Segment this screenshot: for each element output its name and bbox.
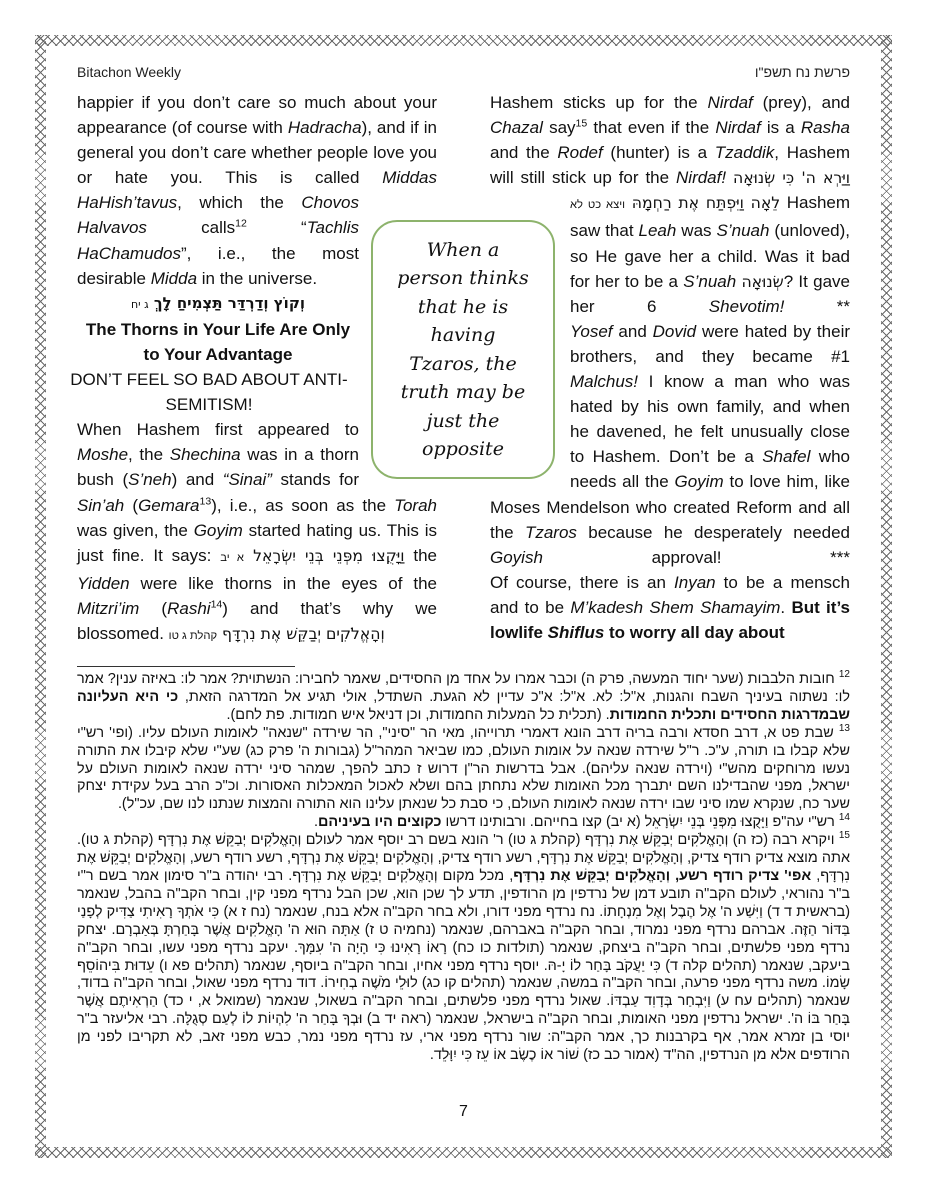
text-run: Shechina [169,445,241,465]
footnote-ref: 12 [838,669,850,681]
text-run: Goyish [490,547,543,567]
text-run: Nirdaf! [676,168,727,188]
pull-quote-line: person thinks [397,267,529,289]
footnote-ref: 12 [235,217,247,230]
text-run: , Hashem will still stick up for the [490,143,850,188]
text-run: approval! *** [542,547,850,567]
text-run: . (תכלית כל המעלות החמודות, וכן דניאל איש חמודות. פת לחם). [226,706,610,723]
decorative-border-right [881,35,892,1158]
footnote-ref: 13 [838,722,850,734]
text-run: Hadracha [287,118,362,138]
text-run: Hashem sticks up for the [490,93,708,112]
text-run: M’kadesh Shem Shamayim [570,597,781,617]
verse-source: קהלת ג טו [168,629,218,642]
text-run: ), and if in general you don’t care whether people love you or hate you. This is called [77,118,437,188]
text-run: (hunter) is a [602,143,715,163]
text-run: חובות הלבבות (שער יחוד המעשה, פרק ה) וכבר אמרו על אחד מן החסידים, שאמר לחבירו: הנשתוית? אמר לו: באיזה ענין? אמר לו: [77,671,850,705]
pull-quote-line: having [430,324,496,346]
text-run: S’neh [128,470,172,490]
verse-source: א יב [220,551,244,564]
text-run: was [676,221,717,241]
text-run: the [404,545,438,565]
text-run: ) and that’s why we blossomed. [77,598,437,643]
text-run: I know a man who was hated by his own family, and when he davened, he felt unusually close to Hashem. Don’t be a [570,372,850,467]
text-run: Nirdaf [715,118,761,138]
footnote-ref: 15 [575,117,588,130]
heading-title: The Thorns in Your Life Are Only to Your Advantage [85,319,351,364]
footnote-separator [77,666,295,667]
text-run: Shafel [762,447,811,467]
text-run: were hated by their brothers, and they became #1 [570,321,851,366]
text-run: and the [490,143,558,163]
text-run: stands for [271,470,359,490]
newsletter-title: Bitachon Weekly [77,64,182,80]
verse-source: ג יח [130,297,149,311]
page-number: 7 [459,1103,468,1120]
text-run: in the universe. [197,268,318,288]
decorative-border-left [35,35,46,1158]
text-run: was given, the [77,520,194,540]
text-run: ) and [171,470,223,490]
text-run: Gemara [138,495,200,515]
hebrew-verse: שְׂנוּאָה [741,271,784,291]
text-run: were like thorns in the eyes of the [129,573,437,593]
hebrew-quote [741,272,783,291]
decorative-border-bottom [35,1147,892,1158]
pull-quote-line: truth may be [400,381,526,403]
text-run: Tzaddik [714,143,775,163]
text-run: ”, i.e., the most desirable [77,243,359,288]
text-run: Malchus! [570,372,639,392]
text-run: to love him, like Moses Mendelson who created Reform and all the [490,472,850,542]
decorative-border-top [35,35,892,46]
text-run: Tzaros [524,522,577,542]
text-run: started hating us. This is just fine. It says: [77,520,437,565]
text-run: נשתוה בעיניך השבח והגנות [655,688,828,705]
text-run: Sin’ah [77,495,125,515]
text-run: who needs all the [570,447,850,492]
hebrew-verse: וַיָּקֻצוּ מִפְּנֵי בְּנֵי יִשְׂרָאֵל [243,545,405,565]
text-run: Rasha [800,118,850,138]
footnote-12 [77,671,850,725]
text-run: Mitzri’im [77,598,140,618]
text-run: Torah [394,495,438,515]
text-run: Goyim [193,520,243,540]
text-run: S’nuah [683,271,737,291]
text-run: רש"י עה"פ וַיָּקֻצוּ מִפְּנֵי בְּנֵי יִשְׂרָאֵל (א יב) קצו בחייהם. ורבותינו דרשו [441,814,839,831]
footnote-14 [77,814,850,832]
hebrew-quote [169,624,385,643]
paragraph [490,570,850,645]
text-run: ( [139,598,168,618]
hebrew-verse: וַיַּרְא ה' כִּי שְׂנוּאָה לֵאָה וַיִּפְתַּח אֶת רַחְמָהּ [625,168,850,213]
text-run: say [542,118,576,138]
text-run: Hashem saw that [570,193,851,241]
text-run: , מכל מקום וְהָאֱלֹקִים יְבַקֵּשׁ אֶת נִרְדָּף. רבי יהודה ב"ר סימון אמר בשם ר"י ב"ר נהוראי, לעולם הקב"ה תובע דמן של נרדפין מן הרודפין, תדע לך שכן הוא, שכן הבל נרדף מפני קין, ובחר הקב"ה בהבל, שנאמר (בראשית ד ד) וַיִּשַׁע ה' אֶל הֶבֶל וְאֶל מִנְחָתוֹ. נח נרדף מפני דורו, ולא בחר הקב"ה אלא בנח, שנאמר (נח ז א) כִּי אֹתְךָ רָאִיתִי צַדִּיק לְפָנַי בַּדּוֹר הַזֶּה. אברהם נרדף מפני נמרוד, ובחר הקב"ה באברהם, שנאמר (נחמיה ט ז) אַתָּה הוּא ה' הָאֱלֹקִים אֲשֶׁר בָּחַרְתָּ בְּאַבְרָם. יצחק נרדף מפני פלשתים, ובחר הקב"ה ביצחק, שנאמר (תולדות כו כח) רָאוֹ רָאִינוּ כִּי הָיָה ה' עִמָּךְ. יעקב נרדף מפני עשו, ובחר הקב"ה ביעקב, שנאמר (תהלים קלה ד) כִּי יַעֲקֹב בָּחַר לוֹ יָ-הּ. יוסף נרדף מפני אחיו, ובחר הקב"ה ביוסף, שנאמר (תהלים פא ו) עֵדוּת בִּיהוֹסֵף שָׂמוֹ. משה נרדף מפני פרעה, ובחר הקב"ה במשה, שנאמר (תהלים קו כג) לוּלֵי מֹשֶׁה בְחִירוֹ. דוד נרדף מפני שאול, ובחר הקב"ה בדוד, שנאמר (תהלים עח ע) וַיִּבְחַר בְּדָוִד עַבְדּוֹ. שאול נרדף מפני פלשתים, ובחר הקב"ה בשאול, שנאמר (שמואל א, י כד) הַרְאִיתֶם אֲשֶׁר בָּחַר בּוֹ ה'. ישראל נרדפין מפני האומות, ובחר הקב"ה בישראל, שנאמר (ראה יד ב) וּבְךָ בָּחַר ה' לִהְיוֹת לוֹ לְעַם סְגֻלָּה. רבי אליעזר ב"ר יוסי בן זמרא אמר, אף בקרבנות כך, אמר הקב"ה: שור נרדף מפני ארי, עז נרדף מפני נמר, כבש מפני זאב, לא תקריבו לפני מן הרודפים אלא מן הנרדפין, הה"ד (אמור כב כז) שׁוֹר אוֹ כֶשֶׂב אוֹ עֵז כִּי יִוָּלֵד. [77,867,850,1064]
footnote-15 [77,832,850,1065]
text-run: ** [784,296,850,316]
text-run: Goyim [674,472,724,492]
text-run: Shiflus [547,622,605,642]
text-run: that even if the [587,118,716,138]
verse-text: וְקוֹץ וְדַרְדַּר תַּצְמִיחַ לָךְ [153,293,306,312]
text-run: calls [146,218,236,238]
text-run: , the [128,445,170,465]
text-run: Nirdaf [707,93,753,112]
text-run: Yidden [77,573,130,593]
footnote-ref: 14 [838,812,850,824]
text-run: Shevotim! [708,296,785,316]
footnote-ref: 15 [838,830,850,842]
text-run: Leah [638,221,677,241]
text-run: Of course, there is an [490,572,675,592]
text-run: Inyan [674,572,716,592]
hebrew-quote [220,546,404,565]
text-run: כקוצים היו בעיניהם [317,814,442,831]
text-run: (prey), and [752,93,850,112]
text-run: כי היא העליונה שבמדרגות החסידים ותכלית החמודות [77,688,850,723]
text-run: Moshe [77,445,129,465]
text-run: , which the [177,193,302,213]
text-run: ? It gave her 6 [570,271,850,316]
text-run: (unloved), so He gave her a child. Was it bad for her to be a [570,221,850,291]
text-run: . [313,814,318,831]
footnote-ref: 13 [199,494,212,507]
text-run: ויקרא רבה (כז ה) וְהָאֱלֹקִים יְבַקֵּשׁ אֶת נִרְדָּף (קהלת ג טו) ר' הונא בשם רב יוסף אמר לעולם וְהָאֱלֹקִים יְבַקֵּשׁ אֶת נִרְדָּף (קהלת ג טו). אתה מוצא צדיק רודף צדיק, וְהָאֱלֹקִים יְבַקֵּשׁ אֶת נִרְדָּף, רשע רודף צדיק, וְהָאֱלֹקִים יְבַקֵּשׁ אֶת נִרְדָּף, רשע רודף רשע, וְהָאֱלֹקִים יְבַקֵּשׁ אֶת נִרְדָּף, [77,832,851,884]
text-run [726,168,733,187]
text-run: But it’s lowlife [490,597,850,642]
footnote-13 [77,722,850,815]
verse-source: ויצא כט לא [570,199,626,212]
text-run: ), i.e., as soon as the [211,495,395,515]
pull-quote-line: just the [426,409,500,432]
pull-quote-line: When a [426,238,500,261]
text-run: Midda [150,268,198,288]
text-run: to be a mensch and to be [490,572,850,617]
text-run: Rodef [557,143,603,163]
text-run: Chazal [490,118,543,138]
text-run: “ [246,218,307,238]
text-run: Rashi [167,598,211,618]
text-run: Dovid [652,321,697,341]
footnotes [77,671,850,1065]
pull-quote-line: that he is [417,295,509,318]
footnote-ref: 14 [210,598,223,611]
text-run: and [612,321,653,341]
text-run: Middas HaHish’tavus [77,168,437,213]
text-run: Yosef [570,321,613,341]
pull-quote-line: Tzaros, the [409,352,517,375]
pull-quote-line: opposite [422,438,504,460]
text-run: אפי' צדיק רודף רשע, וְהָאֱלֹקִים יְבַקֵּשׁ אֶת נִרְדָּף [513,867,812,884]
text-run: שבת פט א, דרב חסדא ורבה בריה דרב הונא דאמרי תרוייהו, מאי הר "סיני", הר שירדה "שנאה" לאומות העולם עליו. (ופי' רש"י שלא קבלו בו תורה, ע"כ. ר"ל שירדה שנאה על אומות העולם, כמו שביאר המהר"ל (גבורות ה' פרק כג) שע"י שלא קיבלו את התורה נעשו מרוחקים מהש"י (וירדה שנאה עליהם). אבל בדרשות הר"ן דרוש ז כתב להפך, שמהר סיני ירדה שנאה לאומות העולם על ישראל, מפני שהבדילנו השם יתברך מכל האומות שלא נתחתן בהם ושלא לאכול המאכלות האסורות. וכ"כ הרב בעל עקידת יצחק שער כח, שנקרא שמו סיני שבו ירדה שנאה לאומות העולם, כי סבת כל שנאתן עלינו הוא התורה והמצות שנתנו לנו שם, עכ"ל). [77,724,850,813]
parsha-title: פרשת נח תשפ"ו [754,64,850,80]
text-run: . [780,597,792,617]
text-run: When Hashem first appeared to [77,420,359,440]
text-run: ( [124,495,139,515]
text-run: Chovos Halvavos [77,193,359,238]
text-run: S’nuah [716,221,770,241]
pull-quote [371,220,555,479]
text-run: , א"ל: לא. א"ל: א"כ עדיין לא הגעת. השתדל, אולי תגיע אל המדרגה הזאת, [178,688,656,705]
text-run: to worry all day about [604,622,785,642]
heading-subtitle: DON’T FEEL SO BAD ABOUT ANTI-SEMITISM! [70,370,348,415]
hebrew-verse: וְהָאֱלֹקִים יְבַקֵּשׁ אֶת נִרְדָּף [217,623,385,643]
text-run: “Sinai” [222,470,272,490]
text-run: was in a thorn bush ( [77,445,359,490]
text-run: Tachlis HaChamudos [77,218,359,263]
text-run: is a [760,118,801,138]
text-run: because he desperately needed [576,522,850,542]
text-run: happier if you don’t care so much about your appearance (of course with [77,93,437,138]
